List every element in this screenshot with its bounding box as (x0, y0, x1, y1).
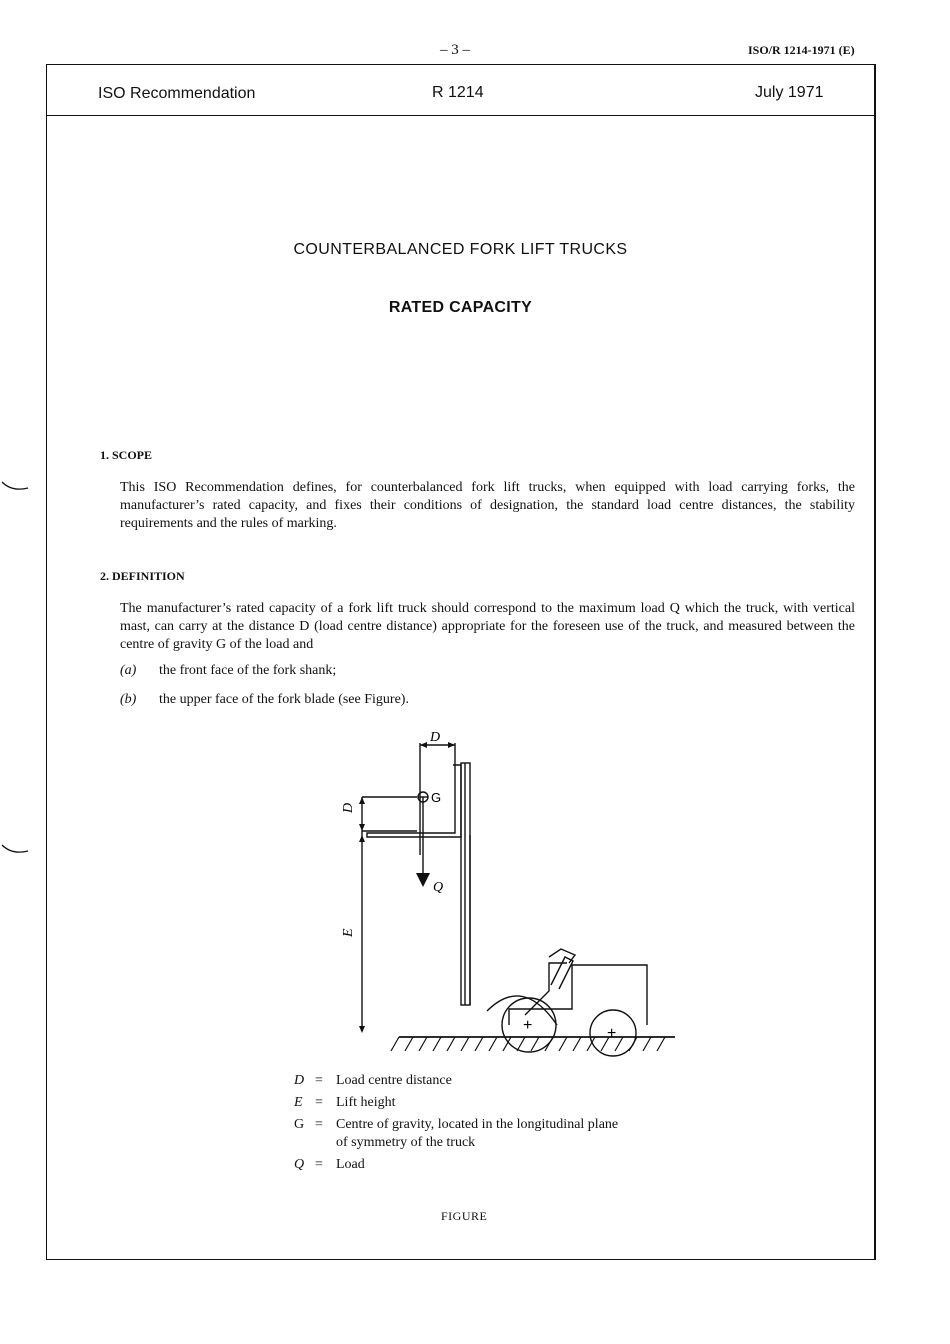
label-q: Q (433, 880, 444, 895)
list-item (120, 663, 336, 679)
page-title: COUNTERBALANCED FORK LIFT TRUCKS (293, 241, 628, 258)
legend-equals: = (315, 1095, 323, 1110)
ground-hatching (391, 1037, 665, 1051)
header-date: July 1971 (755, 84, 824, 101)
legend-symbol: D (294, 1073, 305, 1088)
figure-caption: FIGURE (441, 1209, 488, 1223)
legend-equals: = (315, 1117, 323, 1132)
legend-symbol: E (294, 1095, 303, 1110)
load-arrowhead (416, 873, 430, 887)
legend-symbol: G (294, 1117, 305, 1132)
truck-body (509, 965, 647, 1025)
legend-text: Load centre distance (336, 1073, 452, 1088)
label-d-side: D (341, 802, 356, 813)
page-frame (46, 64, 876, 1260)
front-wheel-hub-symbol: + (523, 1017, 533, 1034)
label-d-top: D (430, 730, 441, 745)
margin-mark (0, 843, 30, 857)
dimension-arrow (359, 835, 365, 842)
list-item-label: (b) (120, 692, 137, 707)
page-number: – 3 – (440, 42, 470, 58)
dimension-arrow (359, 797, 365, 804)
fork (367, 765, 461, 837)
legend-text: Centre of gravity, located in the longitudinal plane (336, 1117, 619, 1132)
label-e-side: E (341, 928, 356, 937)
section-heading-scope: 1. SCOPE (100, 448, 153, 462)
section-text-scope: This ISO Recommendation defines, for counterbalanced fork lift trucks, when equipped with load carrying forks, the manufacturer’s rated capacity, and fixes their conditions of designation, the standard load centre distances, the stability requirements and the rules of marking. (120, 480, 855, 531)
legend-equals: = (315, 1073, 323, 1088)
legend-text: of symmetry of the truck (336, 1135, 476, 1150)
list-item-label: (a) (120, 663, 137, 678)
dimension-arrow (359, 1026, 365, 1033)
legend-equals: = (315, 1157, 323, 1172)
legend-text: Load (336, 1157, 365, 1172)
list-item (120, 692, 409, 708)
wheel-arch (487, 996, 557, 1025)
page-subtitle: RATED CAPACITY (388, 299, 533, 316)
legend-text: Lift height (336, 1095, 396, 1110)
margin-mark (0, 480, 30, 494)
section-text-definition: The manufacturer’s rated capacity of a fork lift truck should correspond to the maximum load Q which the truck, with vertical mast, can carry at the distance D (load centre distance) appropriate for the foreseen use of the truck, and measured between the centre of gravity G of the load and (120, 601, 855, 652)
list-item-text: the front face of the fork shank; (159, 663, 337, 678)
section-heading-definition: 2. DEFINITION (100, 569, 185, 583)
list-item-text: the upper face of the fork blade (see Figure). (159, 692, 409, 707)
rear-wheel-hub-symbol: + (607, 1025, 617, 1042)
header-standard-number: R 1214 (432, 84, 484, 101)
seat (549, 949, 575, 963)
header-standard-type: ISO Recommendation (98, 85, 256, 102)
dimension-arrow (359, 824, 365, 831)
forklift-figure (337, 725, 677, 1125)
header-row (47, 65, 874, 116)
steering-column (525, 963, 567, 1015)
document-code: ISO/R 1214-1971 (E) (748, 43, 855, 57)
label-g: G (431, 790, 442, 805)
dimension-arrow (420, 742, 427, 748)
dimension-arrow (448, 742, 455, 748)
legend-symbol: Q (294, 1157, 305, 1172)
